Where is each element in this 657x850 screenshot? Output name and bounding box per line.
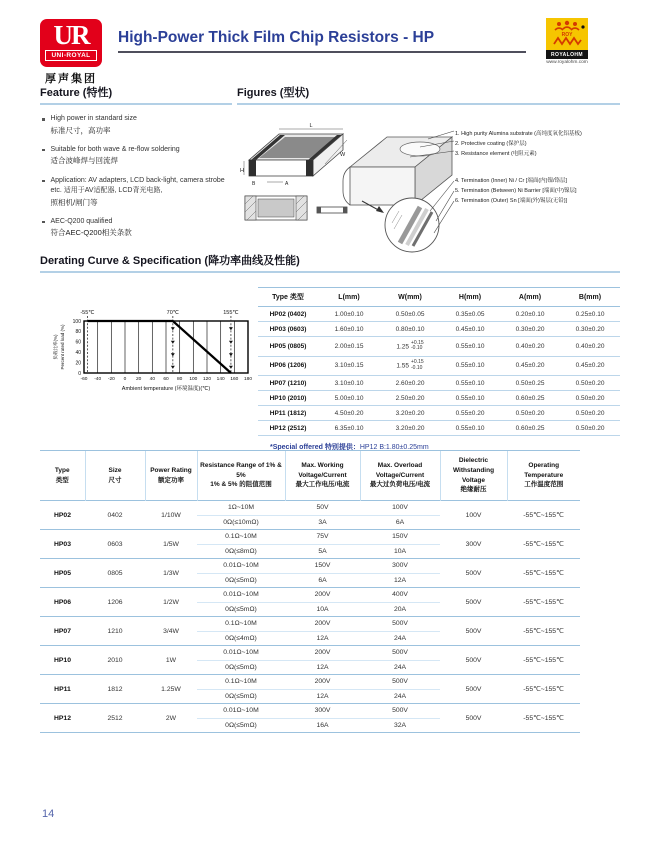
table-cell: HP07 (1210)	[258, 376, 318, 391]
table-cell: 0603	[85, 530, 145, 559]
column-header: Max. Overload Voltage/Current 最大过负荷电压/电流	[360, 451, 440, 501]
spec-table	[40, 450, 580, 732]
feature-item	[40, 114, 232, 136]
table-cell: 0.20±0.10	[500, 307, 560, 322]
table-cell: HP02	[40, 501, 85, 530]
table-cell: 0.50±0.20	[560, 406, 620, 421]
table-cell: 1/3W	[145, 559, 197, 588]
table-cell: 0.40±0.20	[560, 337, 620, 357]
feature-section	[40, 84, 232, 239]
uniroyal-logo	[40, 19, 102, 86]
table-cell: 0.01Ω~10M	[197, 704, 285, 719]
table-cell: 0.25±0.10	[560, 307, 620, 322]
table-cell: 6.35±0.10	[318, 421, 380, 436]
table-cell: 0.55±0.10	[440, 376, 500, 391]
table-cell: 500V	[440, 675, 507, 704]
table-cell: 0.1Ω~10M	[197, 617, 285, 632]
table-cell: 0402	[85, 501, 145, 530]
column-header: Operating Temperature 工作温度范围	[507, 451, 580, 501]
table-cell: 0.45±0.10	[440, 322, 500, 337]
figure-callout: 1. High purity Alumina substrate (高纯度氧化铝基板)	[455, 131, 582, 137]
column-header: Max. Working Voltage/Current 最大工作电压/电流	[285, 451, 360, 501]
title-rule	[118, 51, 526, 53]
table-cell: 0Ω(≤5mΩ)	[225, 576, 257, 584]
table-cell: 0.1Ω~10M	[197, 530, 285, 545]
table-cell: 1812	[85, 675, 145, 704]
table-cell: 16A	[316, 721, 329, 729]
derating-line	[87, 321, 231, 373]
table-cell: 75V	[285, 530, 360, 545]
table-row	[258, 356, 620, 376]
royalohm-website-text: www.royalohm.com	[546, 60, 588, 65]
table-cell: 1/2W	[145, 588, 197, 617]
table-cell: 1/10W	[145, 501, 197, 530]
table-cell: 10A	[316, 605, 329, 613]
temp-annotation: 70℃	[166, 310, 179, 316]
x-tick-label: 0	[123, 377, 127, 382]
table-cell: 2.00±0.15	[318, 337, 380, 357]
table-cell: 500V	[440, 617, 507, 646]
table-cell: 6A	[318, 576, 327, 584]
table-cell: HP03 (0603)	[258, 322, 318, 337]
table-row	[258, 322, 620, 337]
figure-callout: 3. Resistance element (电阻元素)	[455, 151, 537, 157]
table-cell: HP10 (2010)	[258, 391, 318, 406]
table-cell: -55℃~155℃	[507, 704, 580, 733]
dim-label-B: B	[252, 181, 256, 187]
table-cell: 0.01Ω~10M	[197, 588, 285, 603]
feature-item	[40, 176, 232, 208]
figure-callout: 5. Termination (Between) Ni Barrier [端面(中)镍层]	[455, 188, 577, 194]
table-row	[40, 617, 580, 632]
feature-item-text: High power in standard size 标准尺寸，高功率	[50, 115, 137, 135]
marker-triangle	[229, 366, 233, 369]
temp-annotation: 155℃	[223, 310, 239, 316]
column-header: Dielectric Withstanding Voltage 绝缘耐压	[440, 451, 507, 501]
royalohm-logo-mark: ROY	[561, 32, 573, 38]
y-tick-label: 60	[75, 339, 81, 346]
table-cell: 500V	[360, 675, 440, 690]
derating-section	[40, 252, 620, 451]
derating-heading: Derating Curve & Specification (降功率曲线及性能)	[40, 255, 300, 267]
figure-callout: 6. Termination (Outer) Sn [端面(外)锡层(无铅)]	[455, 198, 568, 204]
uniroyal-logo-letters: UR	[53, 20, 89, 50]
y-axis-label-zh: 负载比率(%)	[53, 334, 58, 360]
x-tick-label: 160	[230, 377, 239, 382]
table-cell: HP06 (1206)	[258, 356, 318, 376]
marker-triangle	[171, 353, 175, 356]
table-cell: 3/4W	[145, 617, 197, 646]
table-cell: 2512	[85, 704, 145, 733]
table-row	[258, 307, 620, 322]
table-cell: 3.10±0.10	[318, 376, 380, 391]
table-cell: 5.00±0.10	[318, 391, 380, 406]
table-cell: 150V	[285, 559, 360, 574]
marker-triangle	[229, 341, 233, 344]
table-cell: 0.55±0.10	[440, 391, 500, 406]
table-cell: -55℃~155℃	[507, 617, 580, 646]
table-cell: 100V	[440, 501, 507, 530]
x-tick-label: -40	[94, 377, 102, 382]
table-row	[40, 501, 580, 516]
table-cell: 3.20±0.20	[380, 406, 440, 421]
column-header: Resistance Range of 1% & 5% 1% & 5% 的阻值范围	[197, 451, 285, 501]
table-cell: 1210	[85, 617, 145, 646]
table-cell: 0Ω(≤10mΩ)	[223, 518, 259, 526]
feature-heading: Feature (特性)	[40, 87, 113, 99]
special-offer-note-value: HP12 B:1.80±0.25mm	[359, 444, 429, 451]
table-cell: 2W	[145, 704, 197, 733]
table-cell: 1.25W	[145, 675, 197, 704]
table-cell: 300V	[285, 704, 360, 719]
column-header: Size 尺寸	[85, 451, 145, 501]
table-cell: 24A	[393, 663, 407, 671]
table-cell: 1.55+0.15 -0.10	[380, 356, 440, 376]
table-cell: 500V	[360, 704, 440, 719]
table-cell: 0Ω(≤5mΩ)	[225, 663, 257, 671]
table-cell: -55℃~155℃	[507, 646, 580, 675]
table-cell: 3.10±0.15	[318, 356, 380, 376]
table-cell: 0Ω(≤5mΩ)	[225, 721, 257, 729]
table-cell: HP11	[40, 675, 85, 704]
dim-label-H: H	[240, 168, 244, 174]
table-row	[258, 421, 620, 436]
table-cell: 500V	[440, 588, 507, 617]
table-cell: 1.60±0.10	[318, 322, 380, 337]
table-row	[40, 704, 580, 719]
table-cell: 500V	[360, 617, 440, 632]
royalohm-wordmark: ROYALOHM	[546, 50, 588, 59]
x-tick-label: 80	[176, 377, 183, 382]
table-cell: 500V	[360, 646, 440, 661]
table-cell: 24A	[393, 692, 407, 700]
table-cell: 5A	[318, 547, 327, 555]
table-cell: 150V	[360, 530, 440, 545]
table-cell: 300V	[360, 559, 440, 574]
marker-triangle	[229, 327, 233, 330]
figures-body	[237, 105, 620, 265]
y-tick-label: 80	[75, 329, 81, 336]
table-cell: 1206	[85, 588, 145, 617]
column-header: W(mm)	[380, 288, 440, 307]
x-tick-label: 100	[189, 377, 198, 382]
x-tick-label: 140	[216, 377, 225, 382]
derating-graph	[50, 307, 285, 403]
table-cell: HP10	[40, 646, 85, 675]
table-row	[258, 337, 620, 357]
marker-triangle	[171, 327, 175, 330]
table-cell: 0.01Ω~10M	[197, 646, 285, 661]
special-offer-note-prefix: *Special offered 特别提供：	[270, 444, 360, 451]
bullet-icon	[42, 221, 45, 224]
table-cell: HP12	[40, 704, 85, 733]
table-cell: 0.50±0.20	[560, 421, 620, 436]
table-cell: 1Ω~10M	[197, 501, 285, 516]
table-cell: 0.35±0.05	[440, 307, 500, 322]
feature-item-text: Application: AV adapters, LCD back-light, camera strobe etc. 适用于AV适配器, LCD背光电路, 照相机/闸门等	[50, 176, 225, 207]
table-cell: 0Ω(≤5mΩ)	[225, 692, 257, 700]
table-cell: 0Ω(≤4mΩ)	[225, 634, 257, 642]
table-cell: 0.30±0.20	[500, 322, 560, 337]
uniroyal-logo-chinese: 厚声集团	[45, 73, 97, 85]
table-row	[40, 588, 580, 603]
feature-item-text: AEC-Q200 qualified 符合AEC-Q200相关条款	[50, 217, 132, 238]
table-cell: 0805	[85, 559, 145, 588]
table-cell: 400V	[360, 588, 440, 603]
table-cell: -55℃~155℃	[507, 559, 580, 588]
x-tick-label: 120	[202, 377, 212, 382]
table-cell: HP06	[40, 588, 85, 617]
dimension-table-header-row	[258, 288, 620, 307]
table-cell: 200V	[285, 617, 360, 632]
column-header: Power Rating 额定功率	[145, 451, 197, 501]
figure-callout: 4. Termination (Inner) Ni / Cr [端面(内)镍/铬层]	[455, 178, 568, 184]
royalohm-logo-icon	[546, 18, 588, 50]
table-cell: 0.60±0.25	[500, 421, 560, 436]
derating-body	[40, 273, 620, 451]
table-cell: 500V	[440, 646, 507, 675]
table-cell: 100V	[360, 501, 440, 516]
uniroyal-logo-box	[40, 19, 102, 67]
table-cell: 0.80±0.10	[380, 322, 440, 337]
x-tick-label: 60	[163, 377, 169, 382]
y-tick-label: 0	[78, 370, 81, 377]
table-cell: HP05	[40, 559, 85, 588]
table-cell: HP11 (1812)	[258, 406, 318, 421]
x-tick-label: 20	[135, 377, 142, 382]
table-cell: 24A	[393, 634, 407, 642]
table-cell: 0.55±0.10	[440, 356, 500, 376]
feature-rule	[40, 103, 232, 105]
page-title: High-Power Thick Film Chip Resistors - HP	[118, 29, 435, 46]
table-cell: 0.50±0.20	[560, 391, 620, 406]
table-cell: -55℃~155℃	[507, 530, 580, 559]
table-cell: HP05 (0805)	[258, 337, 318, 357]
bullet-icon	[42, 118, 45, 121]
table-cell: 1/5W	[145, 530, 197, 559]
table-cell: 0.1Ω~10M	[197, 675, 285, 690]
table-row	[40, 675, 580, 690]
table-cell: 12A	[316, 692, 329, 700]
column-header: B(mm)	[560, 288, 620, 307]
table-cell: -55℃~155℃	[507, 588, 580, 617]
table-cell: HP03	[40, 530, 85, 559]
table-cell: 0.55±0.10	[440, 421, 500, 436]
table-cell: 200V	[285, 588, 360, 603]
table-cell: 2.60±0.20	[380, 376, 440, 391]
dim-label-L: L	[309, 123, 313, 129]
table-cell: 4.50±0.20	[318, 406, 380, 421]
table-cell: 12A	[316, 634, 329, 642]
table-cell: 3A	[318, 518, 327, 526]
dimension-table	[258, 287, 620, 436]
table-cell: 0.55±0.20	[440, 406, 500, 421]
dim-label-W: W	[340, 152, 346, 158]
table-cell: 0.50±0.20	[500, 406, 560, 421]
y-axis-label-en: Percent rated load (%)	[60, 324, 65, 370]
y-tick-label: 20	[75, 360, 81, 367]
table-cell: 0Ω(≤5mΩ)	[225, 605, 257, 613]
royalohm-logo	[546, 18, 588, 65]
feature-list	[40, 114, 232, 239]
dimension-table-wrap	[258, 287, 620, 452]
table-row	[258, 391, 620, 406]
column-header: L(mm)	[318, 288, 380, 307]
column-header: H(mm)	[440, 288, 500, 307]
temp-annotation: -55℃	[80, 310, 95, 316]
table-cell: -55℃~155℃	[507, 675, 580, 704]
x-axis-label: Ambient temperature (环境温度)(℃)	[121, 386, 211, 392]
column-header: Type 类型	[40, 451, 85, 501]
page-number: 14	[42, 808, 55, 820]
table-cell: HP07	[40, 617, 85, 646]
feature-item-text: Suitable for both wave & re-flow soldering 适合波峰焊与回流焊	[50, 145, 180, 166]
marker-triangle	[171, 341, 175, 344]
table-cell: 0.60±0.25	[500, 391, 560, 406]
table-row	[258, 376, 620, 391]
table-cell: 12A	[316, 663, 329, 671]
column-header: A(mm)	[500, 288, 560, 307]
x-tick-label: 40	[149, 377, 156, 382]
table-cell: 0.01Ω~10M	[197, 559, 285, 574]
table-cell: 3.20±0.20	[380, 421, 440, 436]
table-cell: 0.50±0.25	[500, 376, 560, 391]
spec-table-header-row	[40, 451, 580, 501]
table-cell: 0.45±0.20	[500, 356, 560, 376]
table-row	[258, 406, 620, 421]
feature-item	[40, 217, 232, 239]
dim-label-A: A	[285, 181, 289, 187]
table-row	[40, 559, 580, 574]
table-cell: 500V	[440, 559, 507, 588]
table-cell: 0.50±0.20	[560, 376, 620, 391]
table-cell: 1W	[145, 646, 197, 675]
table-cell: 1.25+0.15 -0.10	[380, 337, 440, 357]
table-cell: 200V	[285, 646, 360, 661]
table-cell: 32A	[393, 721, 407, 729]
table-cell: HP12 (2512)	[258, 421, 318, 436]
feature-item	[40, 145, 232, 167]
table-cell: 10A	[393, 547, 407, 555]
table-cell: 12A	[393, 576, 407, 584]
table-cell: HP02 (0402)	[258, 307, 318, 322]
table-cell: 0.40±0.20	[500, 337, 560, 357]
table-cell: 1.00±0.10	[318, 307, 380, 322]
table-cell: 50V	[285, 501, 360, 516]
table-cell: -55℃~155℃	[507, 501, 580, 530]
table-cell: 0.30±0.20	[560, 322, 620, 337]
table-cell: 20A	[393, 605, 407, 613]
table-row	[40, 646, 580, 661]
x-tick-label: 180	[243, 377, 253, 382]
y-tick-label: 100	[72, 318, 81, 325]
table-cell: 200V	[285, 675, 360, 690]
y-tick-label: 40	[75, 350, 81, 356]
table-cell: 0.50±0.05	[380, 307, 440, 322]
figure-callout: 2. Protective coating (保护层)	[455, 141, 527, 147]
bullet-icon	[42, 149, 45, 152]
column-header: Type 类型	[258, 288, 318, 307]
spec-table-wrap	[40, 450, 580, 733]
figures-heading: Figures (型状)	[237, 87, 310, 99]
uniroyal-logo-wordmark: UNI-ROYAL	[45, 50, 97, 61]
table-cell: 500V	[440, 704, 507, 733]
marker-triangle	[171, 366, 175, 369]
x-tick-label: -60	[80, 377, 88, 382]
table-cell: 300V	[440, 530, 507, 559]
figures-section	[237, 84, 620, 265]
table-cell: 2.50±0.20	[380, 391, 440, 406]
marker-triangle	[229, 353, 233, 356]
table-cell: 0.45±0.20	[560, 356, 620, 376]
x-tick-label: -20	[107, 377, 115, 382]
bullet-icon	[42, 180, 45, 183]
table-cell: 6A	[395, 518, 405, 526]
table-cell: 0.55±0.10	[440, 337, 500, 357]
table-cell: 0Ω(≤8mΩ)	[225, 547, 257, 555]
table-cell: 2010	[85, 646, 145, 675]
table-row	[40, 530, 580, 545]
